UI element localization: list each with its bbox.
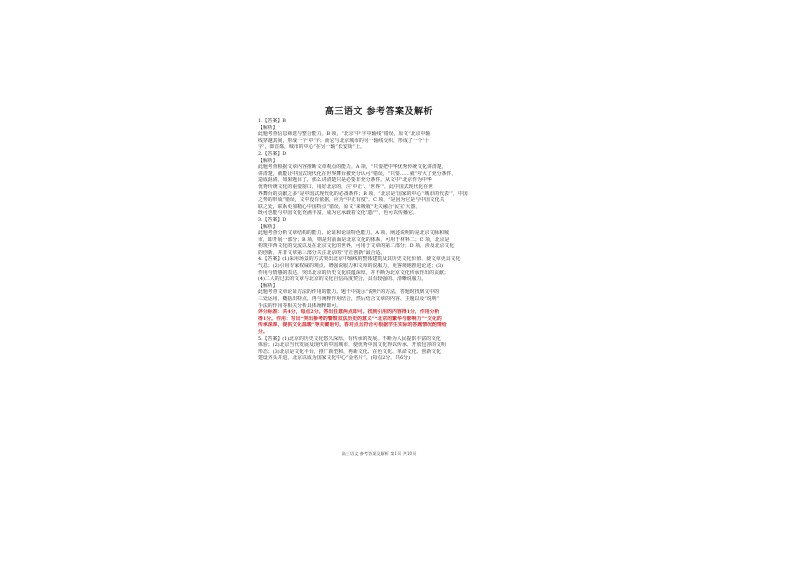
answer-line: 的创新，并非文章第三部分关注北京的“守正创新”最合适。 — [258, 249, 386, 256]
scoring-criteria-line: 传承深厚，提供文化温暖”等关键语句。答对点且符合可根据学生实际的答题情况酌情给 — [258, 322, 447, 329]
answer-line: 既可也能与中国文化充满丰富，成为它承载着文化‘遗产’，也可以传播它。 — [258, 210, 418, 217]
answer-line: (4)二人的过去的文章与北京的文化自信高度契合，具有较强的、清晰说服力。 — [258, 276, 427, 283]
answer-line: 此题考查信息筛选与整合能力。B 项，“北京‘中’字中轴线”错误，原文“北京中轴 — [258, 131, 431, 138]
answer-line: 线穿越其间，形成一个‘中’字；而它与北京城市的另一轴线交织，形成了一个‘十 — [258, 137, 429, 144]
answer-line: 三处运用，概括出特点，再与阐释作用结合，然后结合文章的内容、主题以及“说明” — [258, 296, 440, 303]
answer-line: 造成混淆，如果题目了，那么讲清楚只是必要非充分条件。从文中“北京作为中华 — [258, 177, 432, 184]
answer-line: 此题考查分析文章结构的能力、论证和论证特色能力。A 项，阐述说明的是北京文脉和城 — [258, 230, 449, 237]
answer-line: 体验；(2)北京当代发展及现代的中国城市，使优秀中国文化得以传承，开放包容的文明 — [258, 342, 446, 349]
answer-line: 市，即开展一部分；B 项，则是对前面是北京文化的体系，可用于材料二；C 项，北京是 — [258, 236, 450, 243]
scoring-criteria-line: 得1分。作用：写出“突出参考的警察双法历史的意义”“北京的繁华与影响力”“文化的 — [258, 315, 442, 322]
answer-line: 【解析】 — [258, 282, 278, 289]
answer-line: 【解析】 — [258, 124, 278, 131]
answer-line: 建设齐头并进，北京以成为国家文化中心“金名片”。(每点2分，共6分) — [258, 355, 410, 362]
answer-line: 构筑中西文化的交流以及在北京文化的世界，可用于文章的第二部分；D 项，涉及北京文化 — [258, 243, 455, 250]
answer-line: 之势的形成”错误，文中没有依据，应为“中正有度”。C 项，“是因为它是与中国文化关 — [258, 197, 445, 204]
document-title: 高三语文 参考答案及解析 — [324, 107, 434, 117]
answer-line: 5.【答案】(1)北京的历史文化悠久深厚，有传承的发展，不断为人民提供丰富的文化 — [258, 335, 441, 342]
answer-body — [258, 118, 500, 362]
answer-line: 形态；(3)北京是文化平台，推广新型和，再新文化、在色文化、革命文化、创新文化 — [258, 348, 441, 355]
answer-line: 4.【答案】(1)采用场景的方式突出北京中轴线的整体建筑及其历史文化价值，使文章更具文化 — [258, 256, 461, 263]
answer-line: 2.【答案】D — [258, 150, 287, 157]
answer-line: 界舞台的贡献之多”是中国式现代化的必备条件；B 项，“北京是‘国家的中心’‘城市的代表’”，中国 — [258, 190, 468, 197]
answer-line: 1.【答案】B — [258, 118, 286, 124]
answer-line: 联之处，联系更加精心中国特点”错误，原文“来吸收”无关融合‘民宝’大器， — [258, 203, 421, 210]
answer-line: 此题考查文章论证方法的作用的能力。题干中提示“说明”的方法，答题时找到文中的 — [258, 289, 440, 296]
scoring-criteria-line: 评分标准：共4分，每点2分。答出任意两点即可。找到引用的内容得1分，作用分析 — [258, 309, 440, 316]
answer-line: 讲清楚，就能让中国式现代化在世界舞台被充分认可”错误，“只要……就”夸大了充分条件， — [258, 170, 457, 177]
answer-line: 优秀传统文化的重要窗口，用好北京的，注‘中正’、‘世界’”，此中国式现代化在世 — [258, 183, 434, 190]
answer-line: 字’，即首都，城市的中心”在另一轴“长安街”上。 — [258, 144, 365, 151]
answer-line: 气息；(2)引用专家权威的观点，增强说服力和文章的说服力，更客观地推进论述；(3) — [258, 263, 444, 270]
answer-line: 此题考查根据文章内容推断文章观点的能力。A 项，“只要把中华优秀传统文化讲清楚， — [258, 164, 447, 171]
answer-line: 【解析】 — [258, 223, 278, 230]
scoring-criteria-line: 分。 — [258, 329, 268, 335]
answer-line: 【解析】 — [258, 157, 278, 164]
answer-line: 作用与情感的表达，突出北京的历史文化底蕴深厚，并不断为北京文化传承作出的贡献； — [258, 269, 449, 276]
page-footer: 高三语文 参考答案及解析 第1页 共10页 — [341, 451, 417, 456]
answer-line: 手法的作用等相关分析具体阐释即可。 — [258, 302, 342, 309]
answer-line: 3.【答案】D — [258, 216, 287, 223]
document-page — [258, 96, 500, 466]
